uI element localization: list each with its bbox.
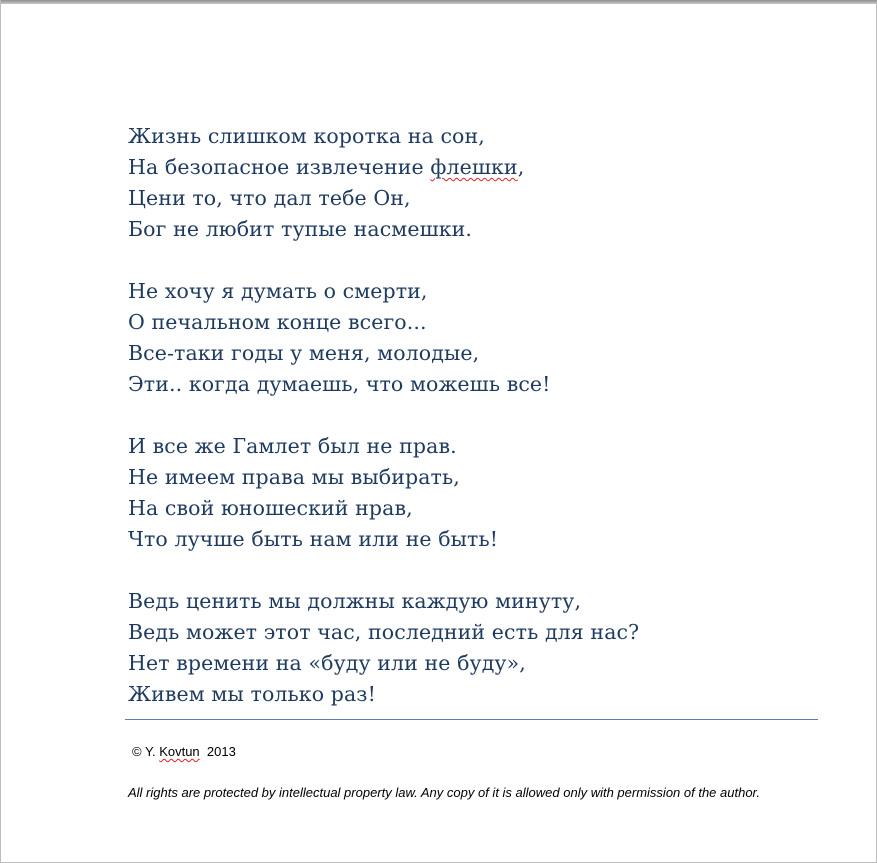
rights-notice: All rights are protected by intellectual property law. Any copy of it is allowed only with permission of the author. <box>128 785 761 800</box>
stanza-1 <box>128 121 639 245</box>
poem-line: О печальном конце всего... <box>128 310 427 334</box>
misspelled-word[interactable]: флешки <box>430 155 518 179</box>
copyright-line <box>132 744 236 759</box>
poem <box>128 121 639 710</box>
poem-line: Живем мы только раз! <box>128 682 376 706</box>
poem-line: Эти.. когда думаешь, что можешь все! <box>128 372 551 396</box>
poem-line: На свой юношеский нрав, <box>128 496 413 520</box>
poem-line: Все-таки годы у меня, молодые, <box>128 341 480 365</box>
poem-line: Нет времени на «буду или не буду», <box>128 651 526 675</box>
poem-line: Ведь может этот час, последний есть для нас? <box>128 620 640 644</box>
stanza-2 <box>128 276 639 400</box>
poem-line-prefix: На безопасное извлечение <box>128 155 431 179</box>
poem-line: И все же Гамлет был не прав. <box>128 434 457 458</box>
poem-line-suffix: , <box>517 155 525 179</box>
poem-line: Не имеем права мы выбирать, <box>128 465 460 489</box>
poem-line: Цени то, что дал тебе Он, <box>128 186 411 210</box>
copyright-year: 2013 <box>199 744 236 759</box>
stanza-4 <box>128 586 639 710</box>
poem-line: Бог не любит тупые насмешки. <box>128 217 473 241</box>
footer-divider <box>125 719 818 720</box>
stanza-3 <box>128 431 639 555</box>
copyright-prefix: © Y. <box>132 744 160 759</box>
poem-line: Ведь ценить мы должны каждую минуту, <box>128 589 582 613</box>
poem-line: Жизнь слишком коротка на сон, <box>128 124 485 148</box>
page-top-border <box>1 0 877 4</box>
poem-line: Что лучше быть нам или не быть! <box>128 527 499 551</box>
poem-line: Не хочу я думать о смерти, <box>128 279 428 303</box>
poem-line-spellcheck <box>128 152 639 183</box>
author-name[interactable]: Kovtun <box>159 744 200 759</box>
